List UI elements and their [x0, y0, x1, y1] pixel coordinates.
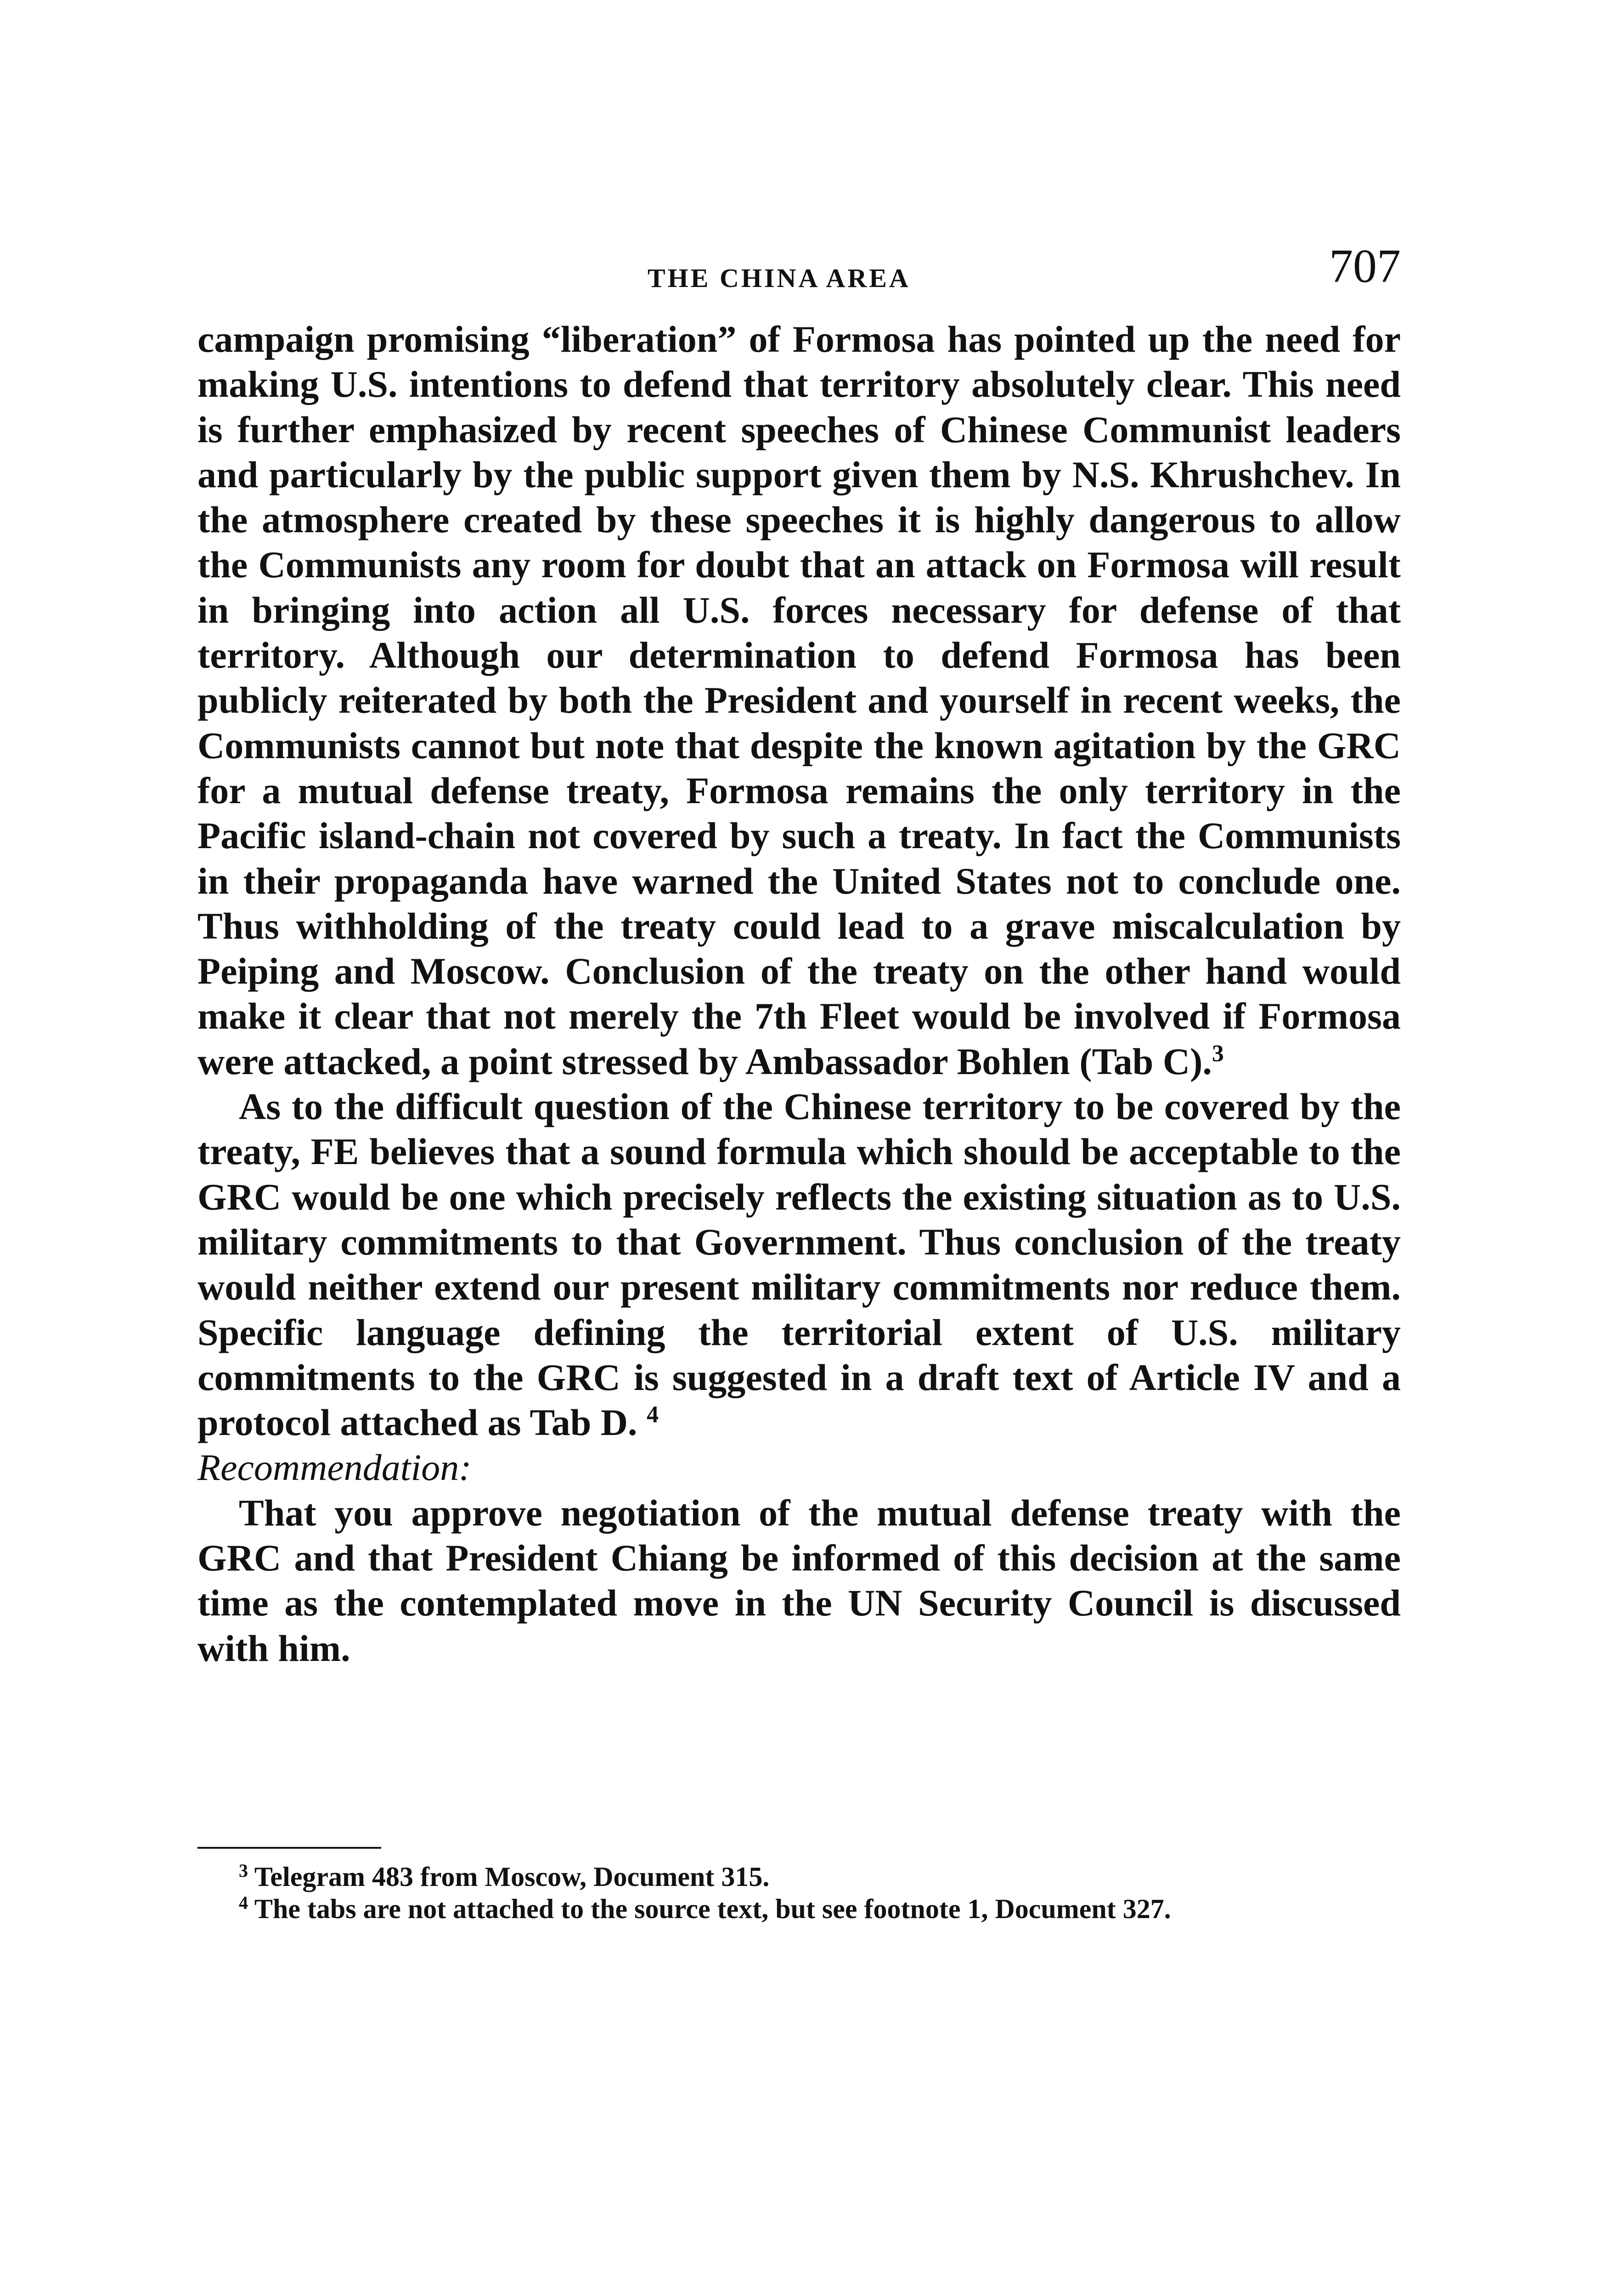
page-number: 707	[1329, 240, 1401, 293]
footnote-4	[239, 1893, 1401, 1925]
running-head	[197, 239, 1401, 294]
footnote-3	[239, 1861, 1401, 1893]
paragraph-1-text: campaign promising “liberation” of Formosa has pointed up the need for making U.S. intentions to defend that territory absolutely clear. This need is further emphasized by recent speeches of Chinese Communist leaders and particularly by the public support given them by N.S. Khrushchev. In the atmosphere created by these speeches it is highly dangerous to allow the Communists any room for doubt that an attack on Formosa will result in bringing into action all U.S. forces necessary for defense of that territory. Although our determination to defend Formosa has been publicly reiterated by both the President and yourself in recent weeks, the Communists cannot but note that despite the known agitation by the GRC for a mutual defense treaty, Formosa remains the only territory in the Pacific island-chain not covered by such a treaty. In fact the Communists in their propaganda have warned the United States not to conclude one. Thus withholding of the treaty could lead to a grave miscalculation by Peiping and Moscow. Conclusion of the treaty on the other hand would make it clear that not merely the 7th Fleet would be involved if Formosa were attacked, a point stressed by Ambassador Bohlen (Tab C).	[197, 318, 1401, 1082]
paragraph-territory	[197, 1084, 1401, 1445]
footnotes	[197, 1861, 1401, 1925]
paragraph-2-text: As to the difficult question of the Chinese territory to be covered by the treaty, FE believes that a sound formula which should be acceptable to the GRC would be one which precisely reflects the existing situation as to U.S. military commitments to that Government. Thus conclusion of the treaty would neither extend our present military commitments nor reduce them. Specific language defining the territorial extent of U.S. military commitments to the GRC is suggested in a draft text of Article IV and a protocol attached as Tab D.	[197, 1086, 1401, 1444]
paragraph-continued	[197, 317, 1401, 1084]
footnote-ref-3: 3	[1212, 1040, 1224, 1067]
section-title: THE CHINA AREA	[648, 263, 911, 293]
footnote-marker: 3	[239, 1860, 248, 1881]
body-text	[197, 317, 1401, 1671]
footnote-ref-4: 4	[647, 1401, 659, 1428]
footnote-marker: 4	[239, 1892, 248, 1913]
footnote-divider	[197, 1847, 381, 1849]
footnote-text: The tabs are not attached to the source text, but see footnote 1, Document 327.	[254, 1894, 1171, 1924]
recommendation-heading: Recommendation:	[197, 1446, 472, 1489]
paragraph-recommendation: That you approve negotiation of the mutual defense treaty with the GRC and that President Chiang be informed of this decision at the same time as the contemplated move in the UN Security Council is discussed with him.	[197, 1491, 1401, 1669]
footnote-text: Telegram 483 from Moscow, Document 315.	[254, 1862, 770, 1892]
